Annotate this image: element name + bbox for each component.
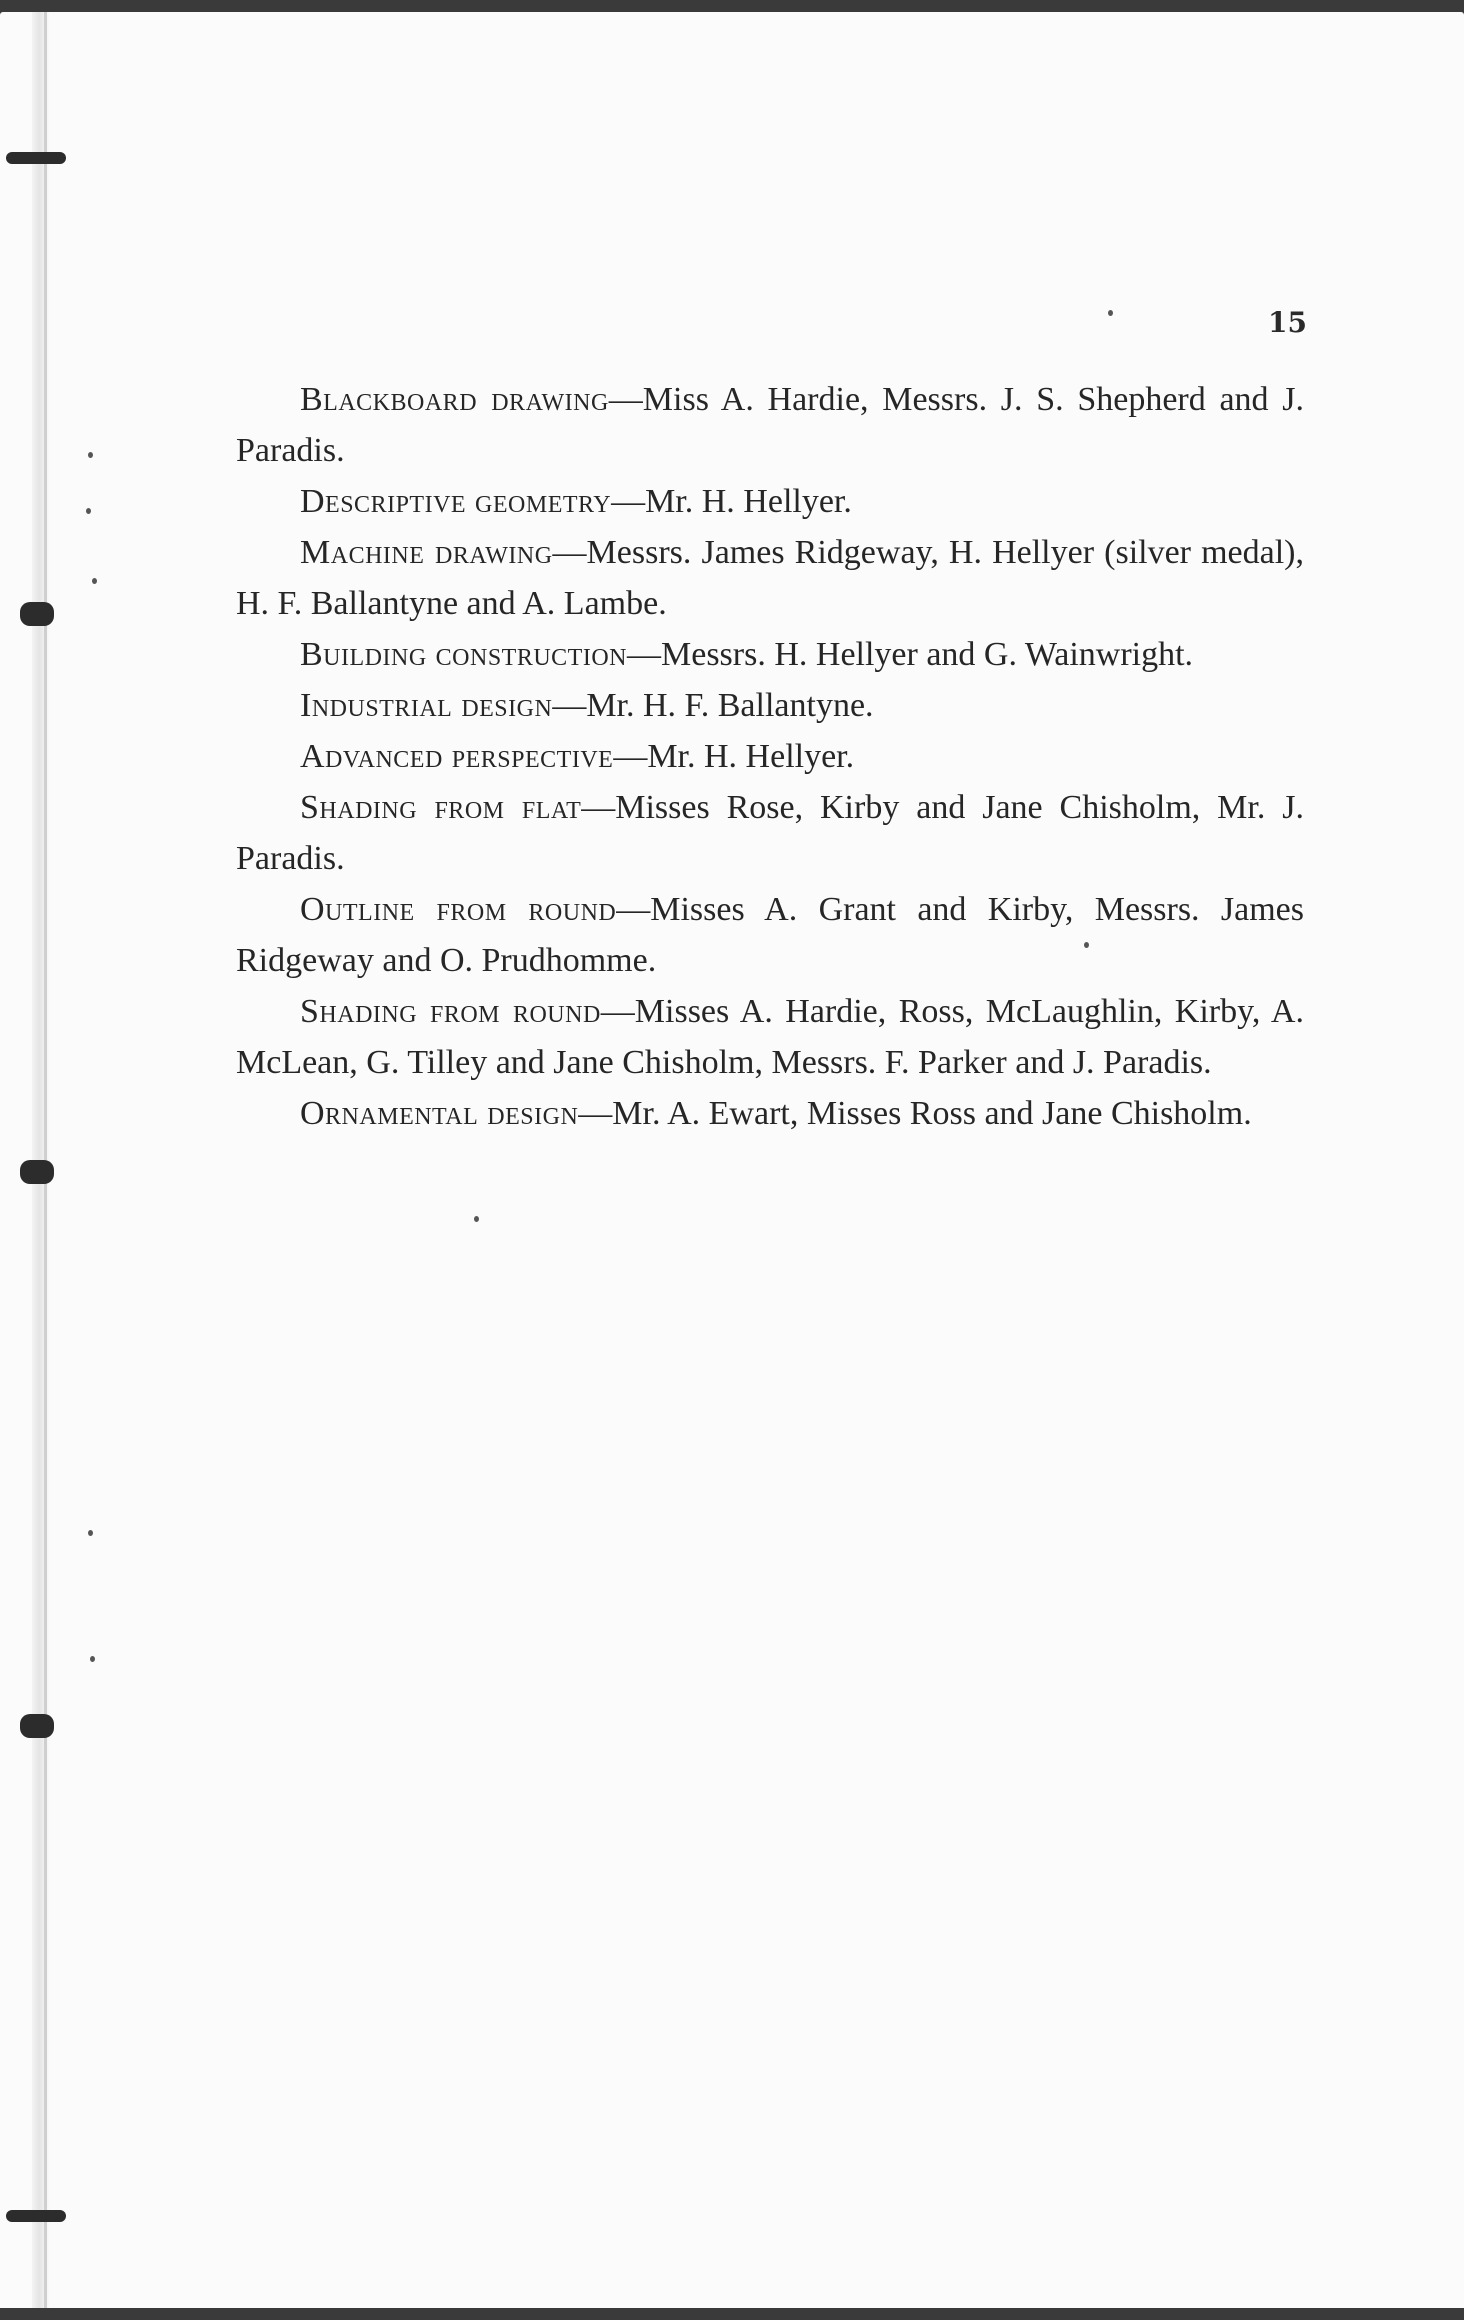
award-entry — [236, 527, 1304, 629]
binding-stitch — [20, 1714, 54, 1738]
binding-stitch — [20, 602, 54, 626]
binding-stitch — [6, 2210, 66, 2222]
entry-text: —Mr. H. F. Ballantyne. — [552, 687, 874, 724]
binding-stitch — [6, 152, 66, 164]
page-number: 15 — [1268, 306, 1307, 339]
entry-label: Industrial design — [300, 687, 553, 724]
entry-label: Ornamental design — [300, 1095, 579, 1132]
award-entry — [236, 1088, 1304, 1139]
paper-speck — [474, 1216, 479, 1222]
award-entry — [236, 476, 1304, 527]
paper-speck — [90, 1656, 95, 1662]
entry-text: —Miss A. Hardie, Messrs. J. S. Shepherd and J. Paradis. — [236, 381, 1304, 469]
paper-speck — [88, 1530, 93, 1536]
binding-stitch — [20, 1160, 54, 1184]
award-entry — [236, 986, 1304, 1088]
entry-label: Outline from round — [300, 891, 617, 928]
entry-text: —Misses A. Hardie, Ross, McLaughlin, Kirby, A. McLean, G. Tilley and Jane Chisholm, Messrs. F. Parker and J. Paradis. — [236, 993, 1304, 1081]
award-entry — [236, 680, 1304, 731]
award-entry — [236, 884, 1304, 986]
entry-label: Building construction — [300, 636, 627, 673]
entry-label: Machine drawing — [300, 534, 553, 571]
entry-text: —Messrs. H. Hellyer and G. Wainwright. — [627, 636, 1194, 673]
award-entry — [236, 782, 1304, 884]
document-page — [0, 12, 1464, 2308]
entry-label: Shading from round — [300, 993, 601, 1030]
paper-speck — [92, 578, 97, 584]
entry-text: —Mr. H. Hellyer. — [613, 738, 855, 775]
entry-label: Blackboard drawing — [300, 381, 609, 418]
entry-text: —Messrs. James Ridgeway, H. Hellyer (silver medal), H. F. Ballantyne and A. Lambe. — [236, 534, 1304, 622]
entry-label: Shading from flat — [300, 789, 582, 826]
award-entry — [236, 374, 1304, 476]
paper-speck — [1108, 310, 1113, 316]
entry-label: Descriptive geometry — [300, 483, 612, 520]
award-list — [236, 374, 1304, 1139]
award-entry — [236, 629, 1304, 680]
entry-text: —Mr. H. Hellyer. — [611, 483, 852, 520]
entry-label: Advanced perspective — [300, 738, 614, 775]
entry-text: —Misses A. Grant and Kirby, Messrs. James Ridgeway and O. Prudhomme. — [236, 891, 1304, 979]
award-entry — [236, 731, 1304, 782]
paper-speck — [88, 452, 93, 458]
entry-text: —Mr. A. Ewart, Misses Ross and Jane Chisholm. — [578, 1095, 1252, 1132]
paper-speck — [86, 508, 91, 514]
entry-text: —Misses Rose, Kirby and Jane Chisholm, Mr. J. Paradis. — [236, 789, 1304, 877]
